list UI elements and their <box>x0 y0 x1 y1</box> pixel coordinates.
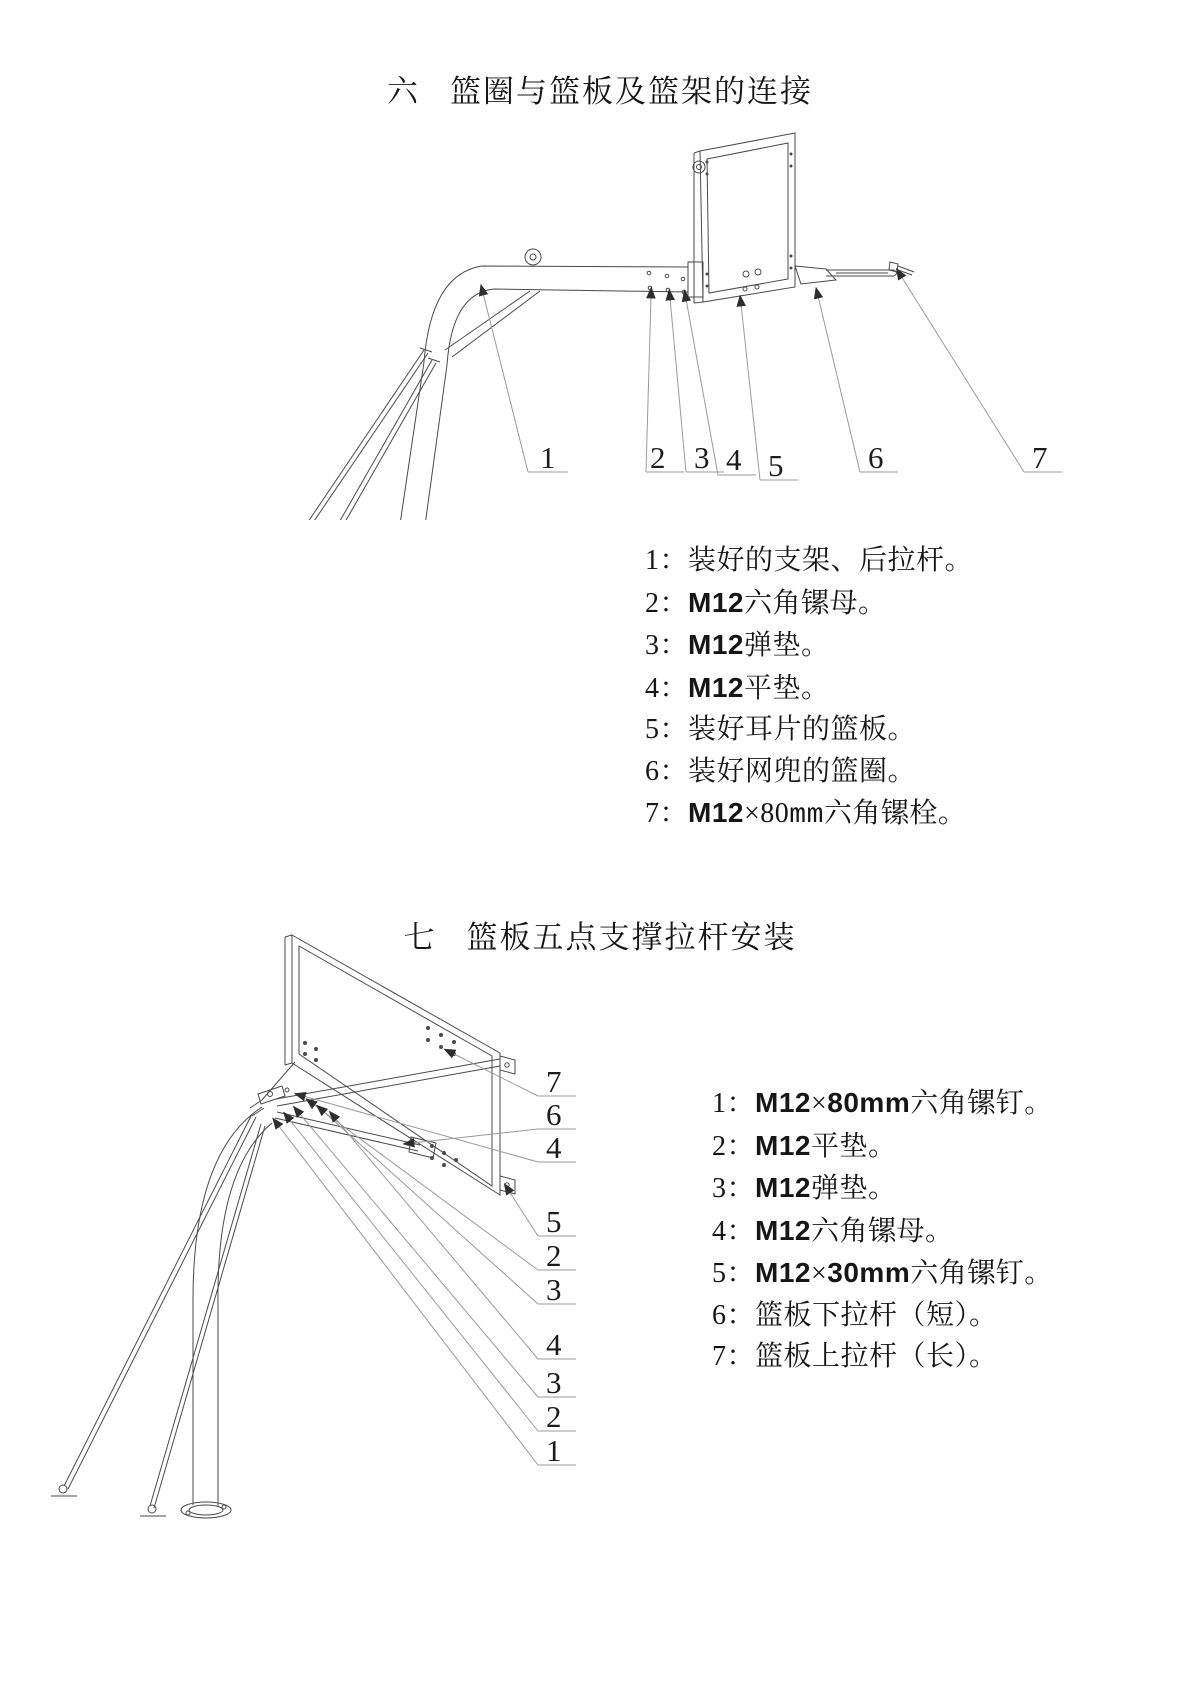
legend-text-run: 六角镙钉。 <box>910 1258 1053 1289</box>
legend-text-run: 弹垫。 <box>810 1173 897 1204</box>
legend-text-run: M12 <box>755 1214 811 1246</box>
section7-legend <box>712 1082 1053 1378</box>
legend-text-run: 3： <box>712 1173 756 1204</box>
legend-text-run: M12 <box>688 671 744 703</box>
legend-text-run: M12 <box>688 586 744 618</box>
callout-number: 3 <box>546 1272 562 1307</box>
callout-number: 4 <box>546 1130 562 1165</box>
legend-text-run: 篮板下拉杆（短）。 <box>755 1299 998 1331</box>
legend-item <box>712 1295 1053 1337</box>
legend-text-run: mm <box>789 800 824 831</box>
legend-item <box>712 1210 1053 1253</box>
legend-text-run: 平垫。 <box>810 1130 897 1162</box>
legend-item <box>712 1252 1053 1295</box>
legend-text-run: 3： <box>645 630 689 661</box>
rear-stay-rods <box>251 348 440 520</box>
pole-and-arm <box>380 249 703 520</box>
legend-text-run: M12 <box>755 1257 811 1288</box>
legend-text-run: 六角镙栓。 <box>823 798 967 829</box>
legend-text-run: 2： <box>645 587 689 619</box>
section6-title-text: 篮圈与篮板及篮架的连接 <box>450 74 813 109</box>
callout-leader-lines <box>278 1053 576 1465</box>
legend-text-run: × <box>810 1088 828 1119</box>
callout-number: 4 <box>546 1327 562 1362</box>
legend-text-run: M12 <box>755 1129 811 1161</box>
legend-text-run: 7： <box>645 798 689 829</box>
legend-text-run: 6： <box>645 755 689 787</box>
legend-text-run: 1： <box>645 545 689 576</box>
legend-text-run: 装好耳片的篮板。 <box>688 714 917 745</box>
legend-text-run: 30mm <box>827 1257 911 1288</box>
section6-title-number: 六 <box>387 74 420 109</box>
legend-item <box>712 1167 1053 1210</box>
callout-number: 5 <box>768 448 784 483</box>
section6-diagram-rim-backboard-connection <box>0 100 1200 520</box>
upper-lug <box>500 1056 515 1074</box>
ground-anchor <box>59 1485 67 1493</box>
callout-number: 5 <box>546 1204 562 1239</box>
callout-number: 2 <box>546 1238 562 1273</box>
legend-text-run: 六角镙母。 <box>810 1215 954 1247</box>
legend-text-run: M12 <box>755 1172 811 1203</box>
lower-lug <box>500 1176 515 1194</box>
legend-item <box>645 540 973 582</box>
legend-text-run: × <box>810 1258 828 1289</box>
rim-and-bolt <box>795 262 914 284</box>
legend-text-run: M12 <box>688 797 744 828</box>
lower-tie-rod <box>277 1112 420 1145</box>
legend-text-run: 1： <box>712 1088 756 1119</box>
legend-text-run: 7： <box>712 1341 756 1372</box>
callout-number: 2 <box>650 440 666 475</box>
backboard <box>285 935 515 1195</box>
legend-item <box>712 1125 1053 1168</box>
legend-item <box>645 667 973 710</box>
legend-text-run: 4： <box>645 672 689 704</box>
legend-text-run: 4： <box>712 1215 756 1247</box>
legend-item <box>645 709 973 751</box>
rear-stay-rods <box>51 1114 265 1516</box>
section6-legend <box>645 540 973 837</box>
lifting-eye <box>525 249 541 265</box>
callout-number: 2 <box>546 1399 562 1434</box>
legend-item <box>712 1336 1053 1378</box>
callout-number: 3 <box>694 440 710 475</box>
legend-item <box>712 1082 1053 1125</box>
callout-number: 1 <box>540 440 556 475</box>
legend-item <box>645 624 973 667</box>
support-bracket <box>250 1062 295 1116</box>
section7-diagram-five-point-support-rods <box>0 920 640 1540</box>
callout-numbers <box>540 440 1048 483</box>
callout-number: 7 <box>1032 440 1048 475</box>
legend-text-run: 装好的支架、后拉杆。 <box>688 545 974 576</box>
legend-item <box>645 582 973 625</box>
legend-text-run: M12 <box>688 629 744 660</box>
legend-text-run: 6： <box>712 1299 756 1331</box>
legend-text-run: ×80 <box>743 798 790 829</box>
callout-number: 6 <box>868 440 884 475</box>
callout-number: 7 <box>546 1064 562 1099</box>
board-hook <box>693 161 705 173</box>
legend-text-run: 装好网兜的篮圈。 <box>688 755 917 787</box>
legend-item <box>645 792 973 837</box>
callout-number: 6 <box>546 1097 562 1132</box>
legend-text-run: 5： <box>645 714 689 745</box>
legend-item <box>645 751 973 793</box>
ground-anchor <box>148 1505 156 1513</box>
pole <box>181 1107 272 1518</box>
legend-text-run: 2： <box>712 1130 756 1162</box>
upper-tie-rod <box>276 1059 500 1099</box>
backboard <box>693 133 795 303</box>
section7-title-text: 篮板五点支撑拉杆安装 <box>466 920 797 955</box>
legend-text-run: M12 <box>755 1087 811 1118</box>
callout-number: 1 <box>546 1433 562 1468</box>
legend-text-run: 弹垫。 <box>743 630 830 661</box>
legend-text-run: 80mm <box>827 1087 911 1118</box>
legend-text-run: 5： <box>712 1258 756 1289</box>
callout-number: 4 <box>726 442 742 477</box>
legend-text-run: 六角镙母。 <box>743 587 887 619</box>
legend-text-run: 篮板上拉杆（长）。 <box>755 1341 998 1372</box>
legend-text-run: 平垫。 <box>743 672 830 704</box>
callout-numbers <box>546 1064 562 1468</box>
section7-title-number: 七 <box>403 920 437 955</box>
legend-text-run: 六角镙钉。 <box>910 1088 1053 1119</box>
callout-number: 3 <box>546 1365 562 1400</box>
